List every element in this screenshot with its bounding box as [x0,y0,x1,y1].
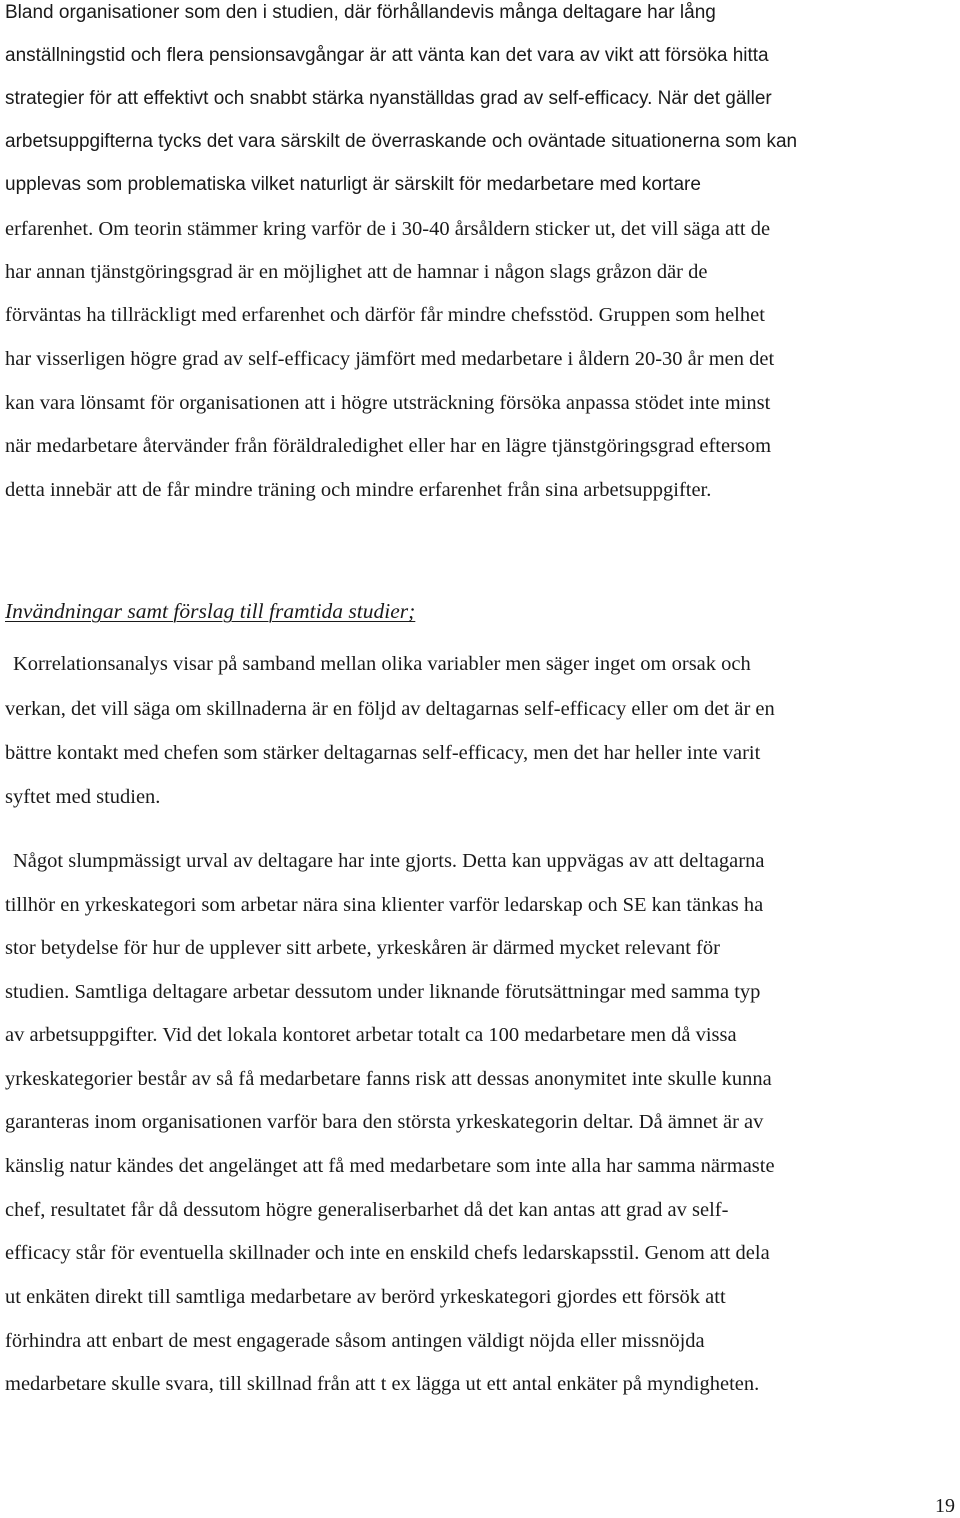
paragraph-3-line: förhindra att enbart de mest engagerade såsom antingen väldigt nöjda eller missnöjda [5,1330,705,1352]
paragraph-1-line: förväntas ha tillräckligt med erfarenhet och därför får mindre chefsstöd. Gruppen som helhet [5,304,765,326]
paragraph-3-line: Något slumpmässigt urval av deltagare har inte gjorts. Detta kan uppvägas av att deltagarna [13,850,765,872]
paragraph-3-line: medarbetare skulle svara, till skillnad från att t ex lägga ut ett antal enkäter på myndigheten. [5,1373,760,1395]
paragraph-3-line: garanteras inom organisationen varför bara den största yrkeskategorin deltar. Då ämnet är av [5,1111,764,1133]
paragraph-2-line: syftet med studien. [5,786,161,808]
section-heading: Invändningar samt förslag till framtida studier; [5,599,416,623]
paragraph-2-line: verkan, det vill säga om skillnaderna är en följd av deltagarnas self-efficacy eller om det är en [5,698,775,720]
page-number: 19 [935,1495,955,1517]
paragraph-1-line: strategier för att effektivt och snabbt stärka nyanställdas grad av self-efficacy. När det gäller [5,88,772,109]
paragraph-1-line: detta innebär att de får mindre träning och mindre erfarenhet från sina arbetsuppgifter. [5,479,712,501]
paragraph-1-line: har annan tjänstgöringsgrad är en möjlighet att de hamnar i någon slags gråzon där de [5,261,708,283]
paragraph-2-line: bättre kontakt med chefen som stärker deltagarnas self-efficacy, men det har heller inte varit [5,742,761,764]
paragraph-1-line: erfarenhet. Om teorin stämmer kring varför de i 30-40 årsåldern sticker ut, det vill säga att de [5,218,771,240]
paragraph-3-line: känslig natur kändes det angelänget att få med medarbetare som inte alla har samma närmaste [5,1155,775,1177]
paragraph-1-line: arbetsuppgifterna tycks det vara särskilt de överraskande och oväntade situationerna som kan [5,131,798,152]
paragraph-3-line: av arbetsuppgifter. Vid det lokala kontoret arbetar totalt ca 100 medarbetare men då vissa [5,1024,737,1046]
paragraph-1-line: Bland organisationer som den i studien, där förhållandevis många deltagare har lång [5,2,716,23]
paragraph-1-line: kan vara lönsamt för organisationen att i högre utsträckning försöka anpassa stödet inte minst [5,392,771,414]
paragraph-1-line: har visserligen högre grad av self-efficacy jämfört med medarbetare i åldern 20-30 år men det [5,348,775,370]
paragraph-3-line: efficacy står för eventuella skillnader och inte en enskild chefs ledarskapsstil. Genom att dela [5,1242,770,1264]
paragraph-1-line: anställningstid och flera pensionsavgångar är att vänta kan det vara av vikt att försöka hitta [5,45,769,66]
paragraph-3-line: tillhör en yrkeskategori som arbetar nära sina klienter varför ledarskap och SE kan tänkas ha [5,894,764,916]
paragraph-1-line: upplevas som problematiska vilket naturligt är särskilt för medarbetare med kortare [5,174,701,195]
paragraph-3-line: studien. Samtliga deltagare arbetar dessutom under liknande förutsättningar med samma typ [5,981,761,1003]
paragraph-3-line: stor betydelse för hur de upplever sitt arbete, yrkeskåren är därmed mycket relevant för [5,937,720,959]
paragraph-2-line: Korrelationsanalys visar på samband mellan olika variabler men säger inget om orsak och [13,653,751,675]
paragraph-3-line: ut enkäten direkt till samtliga medarbetare av berörd yrkeskategori gjordes ett försök att [5,1286,726,1308]
paragraph-3-line: chef, resultatet får då dessutom högre generaliserbarhet då det kan antas att grad av self- [5,1199,729,1221]
paragraph-3-line: yrkeskategorier består av så få medarbetare fanns risk att dessas anonymitet inte skulle kunna [5,1068,772,1090]
paragraph-1-line: när medarbetare återvänder från föräldraledighet eller har en lägre tjänstgöringsgrad eftersom [5,435,772,457]
